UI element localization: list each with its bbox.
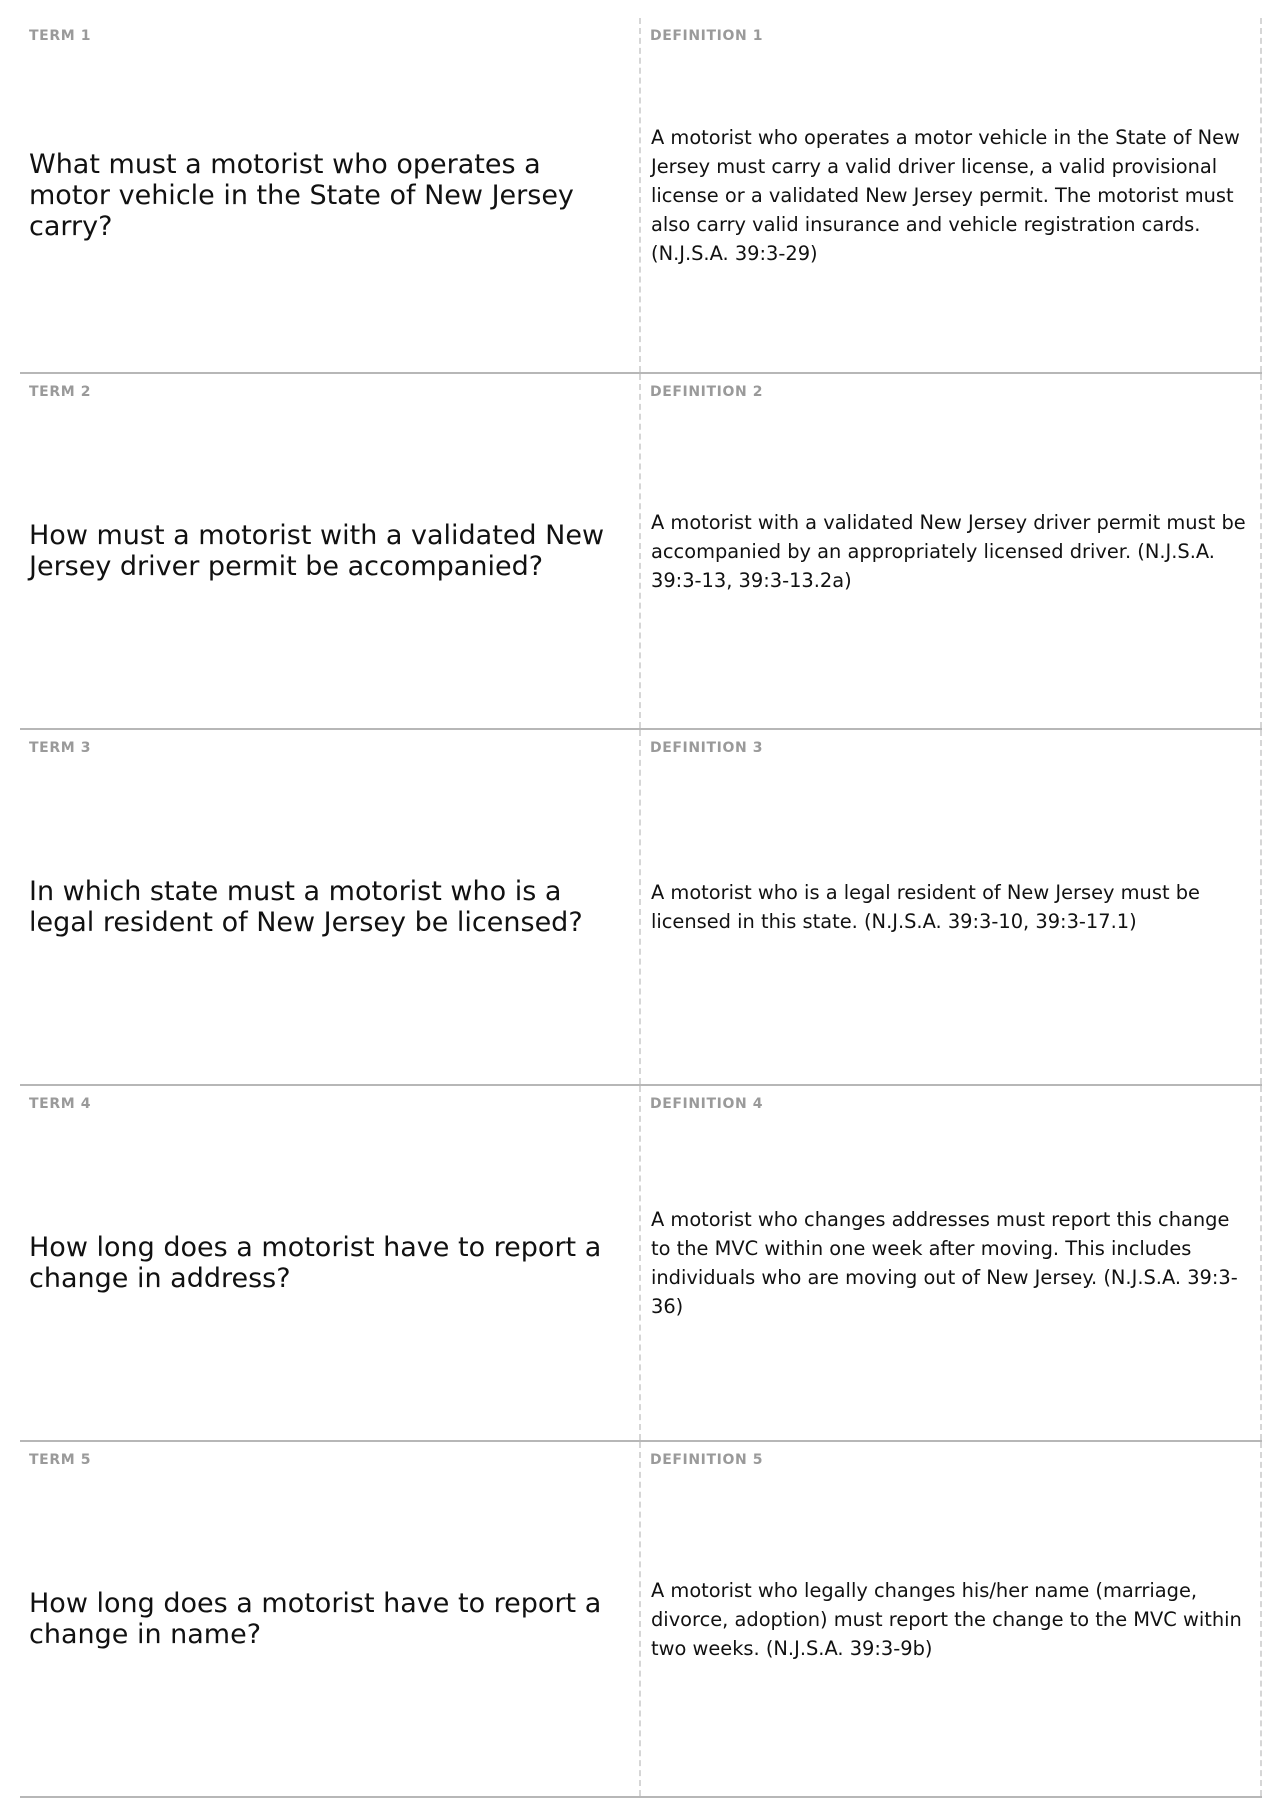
term-label: TERM 3 <box>29 740 92 756</box>
term-text-box <box>29 374 619 728</box>
definition-cell <box>641 1086 1262 1440</box>
term-cell <box>20 1442 641 1796</box>
definition-text-box <box>651 18 1248 372</box>
term-cell <box>20 374 641 728</box>
definition-text: A motorist who is a legal resident of New Jersey must be licensed in this state. (N.J.S.A. 39:3-10, 39:3-17.1) <box>651 881 1200 933</box>
definition-label: DEFINITION 1 <box>650 28 764 44</box>
term-label: TERM 2 <box>29 384 92 400</box>
definition-text-box <box>651 730 1248 1084</box>
definition-label: DEFINITION 2 <box>650 384 764 400</box>
flashcard-row <box>20 1086 1262 1442</box>
term-cell <box>20 730 641 1084</box>
definition-text: A motorist who legally changes his/her name (marriage, divorce, adoption) must report the change to the MVC within two weeks. (N.J.S.A. 39:3-9b) <box>651 1578 1242 1660</box>
definition-cell <box>641 18 1262 372</box>
term-text-box <box>29 18 619 372</box>
term-text: How long does a motorist have to report a change in name? <box>29 1588 602 1650</box>
definition-text-box <box>651 374 1248 728</box>
definition-label: DEFINITION 4 <box>650 1096 764 1112</box>
definition-text-box <box>651 1086 1248 1440</box>
definition-label: DEFINITION 3 <box>650 740 764 756</box>
definition-cell <box>641 730 1262 1084</box>
term-text: How must a motorist with a validated New Jersey driver permit be accompanied? <box>29 520 605 582</box>
term-cell <box>20 1086 641 1440</box>
definition-cell <box>641 374 1262 728</box>
flashcard-row <box>20 730 1262 1086</box>
term-text: How long does a motorist have to report a change in address? <box>29 1232 602 1294</box>
term-text-box <box>29 730 619 1084</box>
term-text: What must a motorist who operates a motor vehicle in the State of New Jersey carry? <box>29 148 574 242</box>
term-label: TERM 5 <box>29 1452 92 1468</box>
definition-text: A motorist who changes addresses must report this change to the MVC within one week after moving. This includes individuals who are moving out of New Jersey. (N.J.S.A. 39:3-36) <box>651 1208 1238 1318</box>
term-cell <box>20 18 641 372</box>
flashcard-sheet <box>20 18 1262 1798</box>
definition-text-box <box>651 1442 1248 1796</box>
term-text-box <box>29 1442 619 1796</box>
flashcard-row <box>20 1442 1262 1798</box>
term-text: In which state must a motorist who is a legal resident of New Jersey be licensed? <box>29 876 583 938</box>
term-text-box <box>29 1086 619 1440</box>
definition-label: DEFINITION 5 <box>650 1452 764 1468</box>
definition-text: A motorist who operates a motor vehicle in the State of New Jersey must carry a valid driver license, a valid provisional license or a validated New Jersey permit. The motorist must also carry valid insurance and vehicle registration cards. (N.J.S.A. 39:3-29) <box>651 125 1240 265</box>
flashcard-row <box>20 374 1262 730</box>
flashcard-row <box>20 18 1262 374</box>
term-label: TERM 4 <box>29 1096 92 1112</box>
definition-cell <box>641 1442 1262 1796</box>
definition-text: A motorist with a validated New Jersey driver permit must be accompanied by an appropriately licensed driver. (N.J.S.A. 39:3-13, 39:3-13.2a) <box>651 510 1246 592</box>
term-label: TERM 1 <box>29 28 92 44</box>
